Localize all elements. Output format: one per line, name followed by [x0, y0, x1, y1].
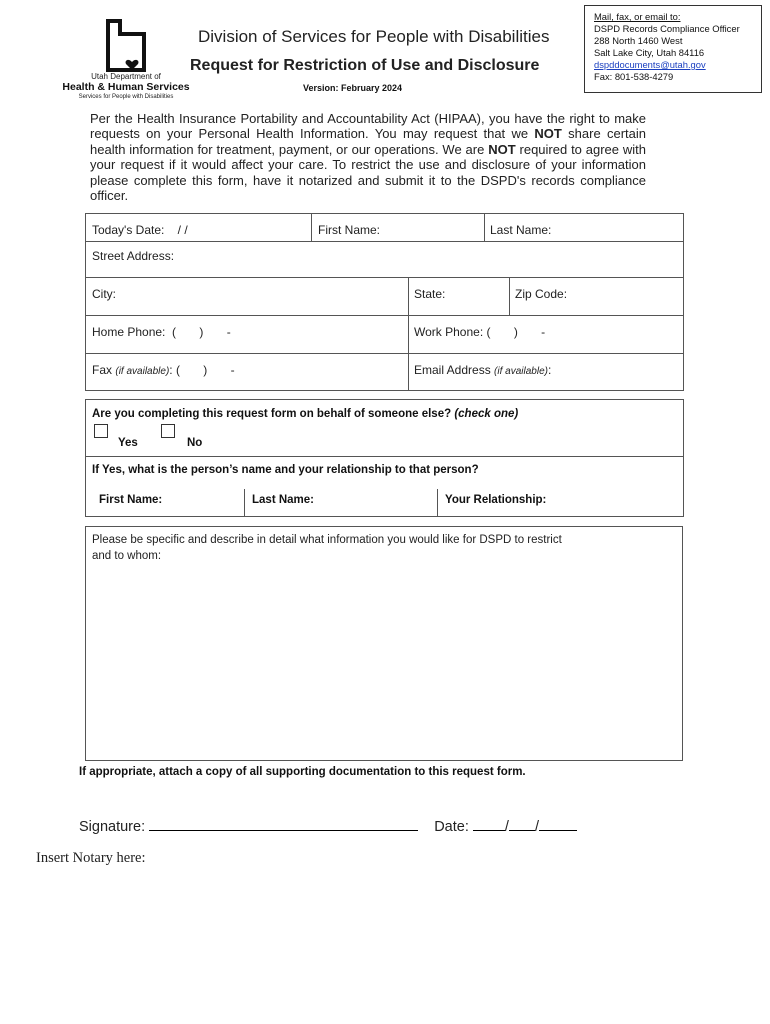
last-name-field[interactable]: Last Name:	[490, 223, 552, 237]
email-field[interactable]: Email Address (if available):	[414, 363, 552, 377]
no-checkbox[interactable]	[161, 424, 175, 438]
other-last-name-field[interactable]: Last Name:	[252, 494, 314, 506]
form-title: Request for Restriction of Use and Disclosure	[190, 57, 540, 74]
mail-line-1: DSPD Records Compliance Officer	[594, 23, 740, 34]
home-phone-field[interactable]: Home Phone: ( ) -	[92, 325, 231, 339]
division-title: Division of Services for People with Disabilities	[198, 27, 550, 46]
fax-number: Fax: 801-538-4279	[594, 71, 674, 82]
city-field[interactable]: City:	[92, 287, 116, 301]
yes-label: Yes	[118, 437, 138, 449]
mail-line-2: 288 North 1460 West	[594, 35, 683, 46]
behalf-question: Are you completing this request form on behalf of someone else? (check one)	[92, 408, 519, 420]
work-phone-field[interactable]: Work Phone: ( ) -	[414, 325, 546, 339]
logo-line-2: Health & Human Services	[62, 81, 190, 93]
relationship-field[interactable]: Your Relationship:	[445, 494, 547, 506]
yes-checkbox[interactable]	[94, 424, 108, 438]
notary-label: Insert Notary here:	[36, 850, 146, 866]
signature-line[interactable]	[149, 816, 418, 831]
signature-label: Signature:	[79, 819, 146, 835]
restriction-prompt: Please be specific and describe in detail what information you would like for DSPD to restrict and to whom:	[92, 534, 562, 562]
sign-date-day[interactable]	[509, 816, 535, 831]
first-name-field[interactable]: First Name:	[318, 223, 381, 237]
email-link[interactable]: dspddocuments@utah.gov	[594, 59, 706, 70]
sign-date-year[interactable]	[539, 816, 577, 831]
zip-field[interactable]: Zip Code:	[515, 287, 568, 301]
state-field[interactable]: State:	[414, 287, 446, 301]
behalf-section	[85, 399, 684, 517]
version-label: Version: February 2024	[303, 83, 403, 93]
todays-date-field[interactable]: Today's Date: / /	[92, 223, 188, 237]
street-address-field[interactable]: Street Address:	[92, 249, 175, 263]
sign-date-month[interactable]	[473, 816, 505, 831]
date-label: Date:	[434, 819, 469, 835]
logo-line-1: Utah Department of	[91, 72, 161, 81]
mail-address-box	[584, 5, 762, 93]
other-first-name-field[interactable]: First Name:	[99, 494, 163, 506]
utah-state-icon	[62, 18, 190, 78]
intro-paragraph: Per the Health Insurance Portability and Accountability Act (HIPAA), you have the right to make requests on your Personal Health Information. You may request that we NOT share certain health information for treatment, payment, or our operations. We are NOT required to agree with your request if it would affect your care. To restrict the use and disclosure of your information please complete this form, have it notarized and submit it to the DSPD's records compliance officer.	[90, 111, 647, 204]
mail-heading: Mail, fax, or email to:	[594, 11, 681, 22]
signature-row: Signature: Date: / /	[79, 816, 577, 835]
mail-line-3: Salt Lake City, Utah 84116	[594, 47, 705, 58]
fax-field[interactable]: Fax (if available): ( ) -	[92, 363, 235, 377]
logo-line-3: Services for People with Disabilities	[78, 94, 174, 100]
personal-info-table	[85, 213, 684, 391]
no-label: No	[187, 437, 203, 449]
hhs-logo	[62, 18, 190, 102]
relationship-question: If Yes, what is the person’s name and your relationship to that person?	[92, 464, 479, 476]
attach-note: If appropriate, attach a copy of all supporting documentation to this request form.	[79, 766, 526, 778]
restriction-description-box[interactable]	[85, 526, 683, 761]
